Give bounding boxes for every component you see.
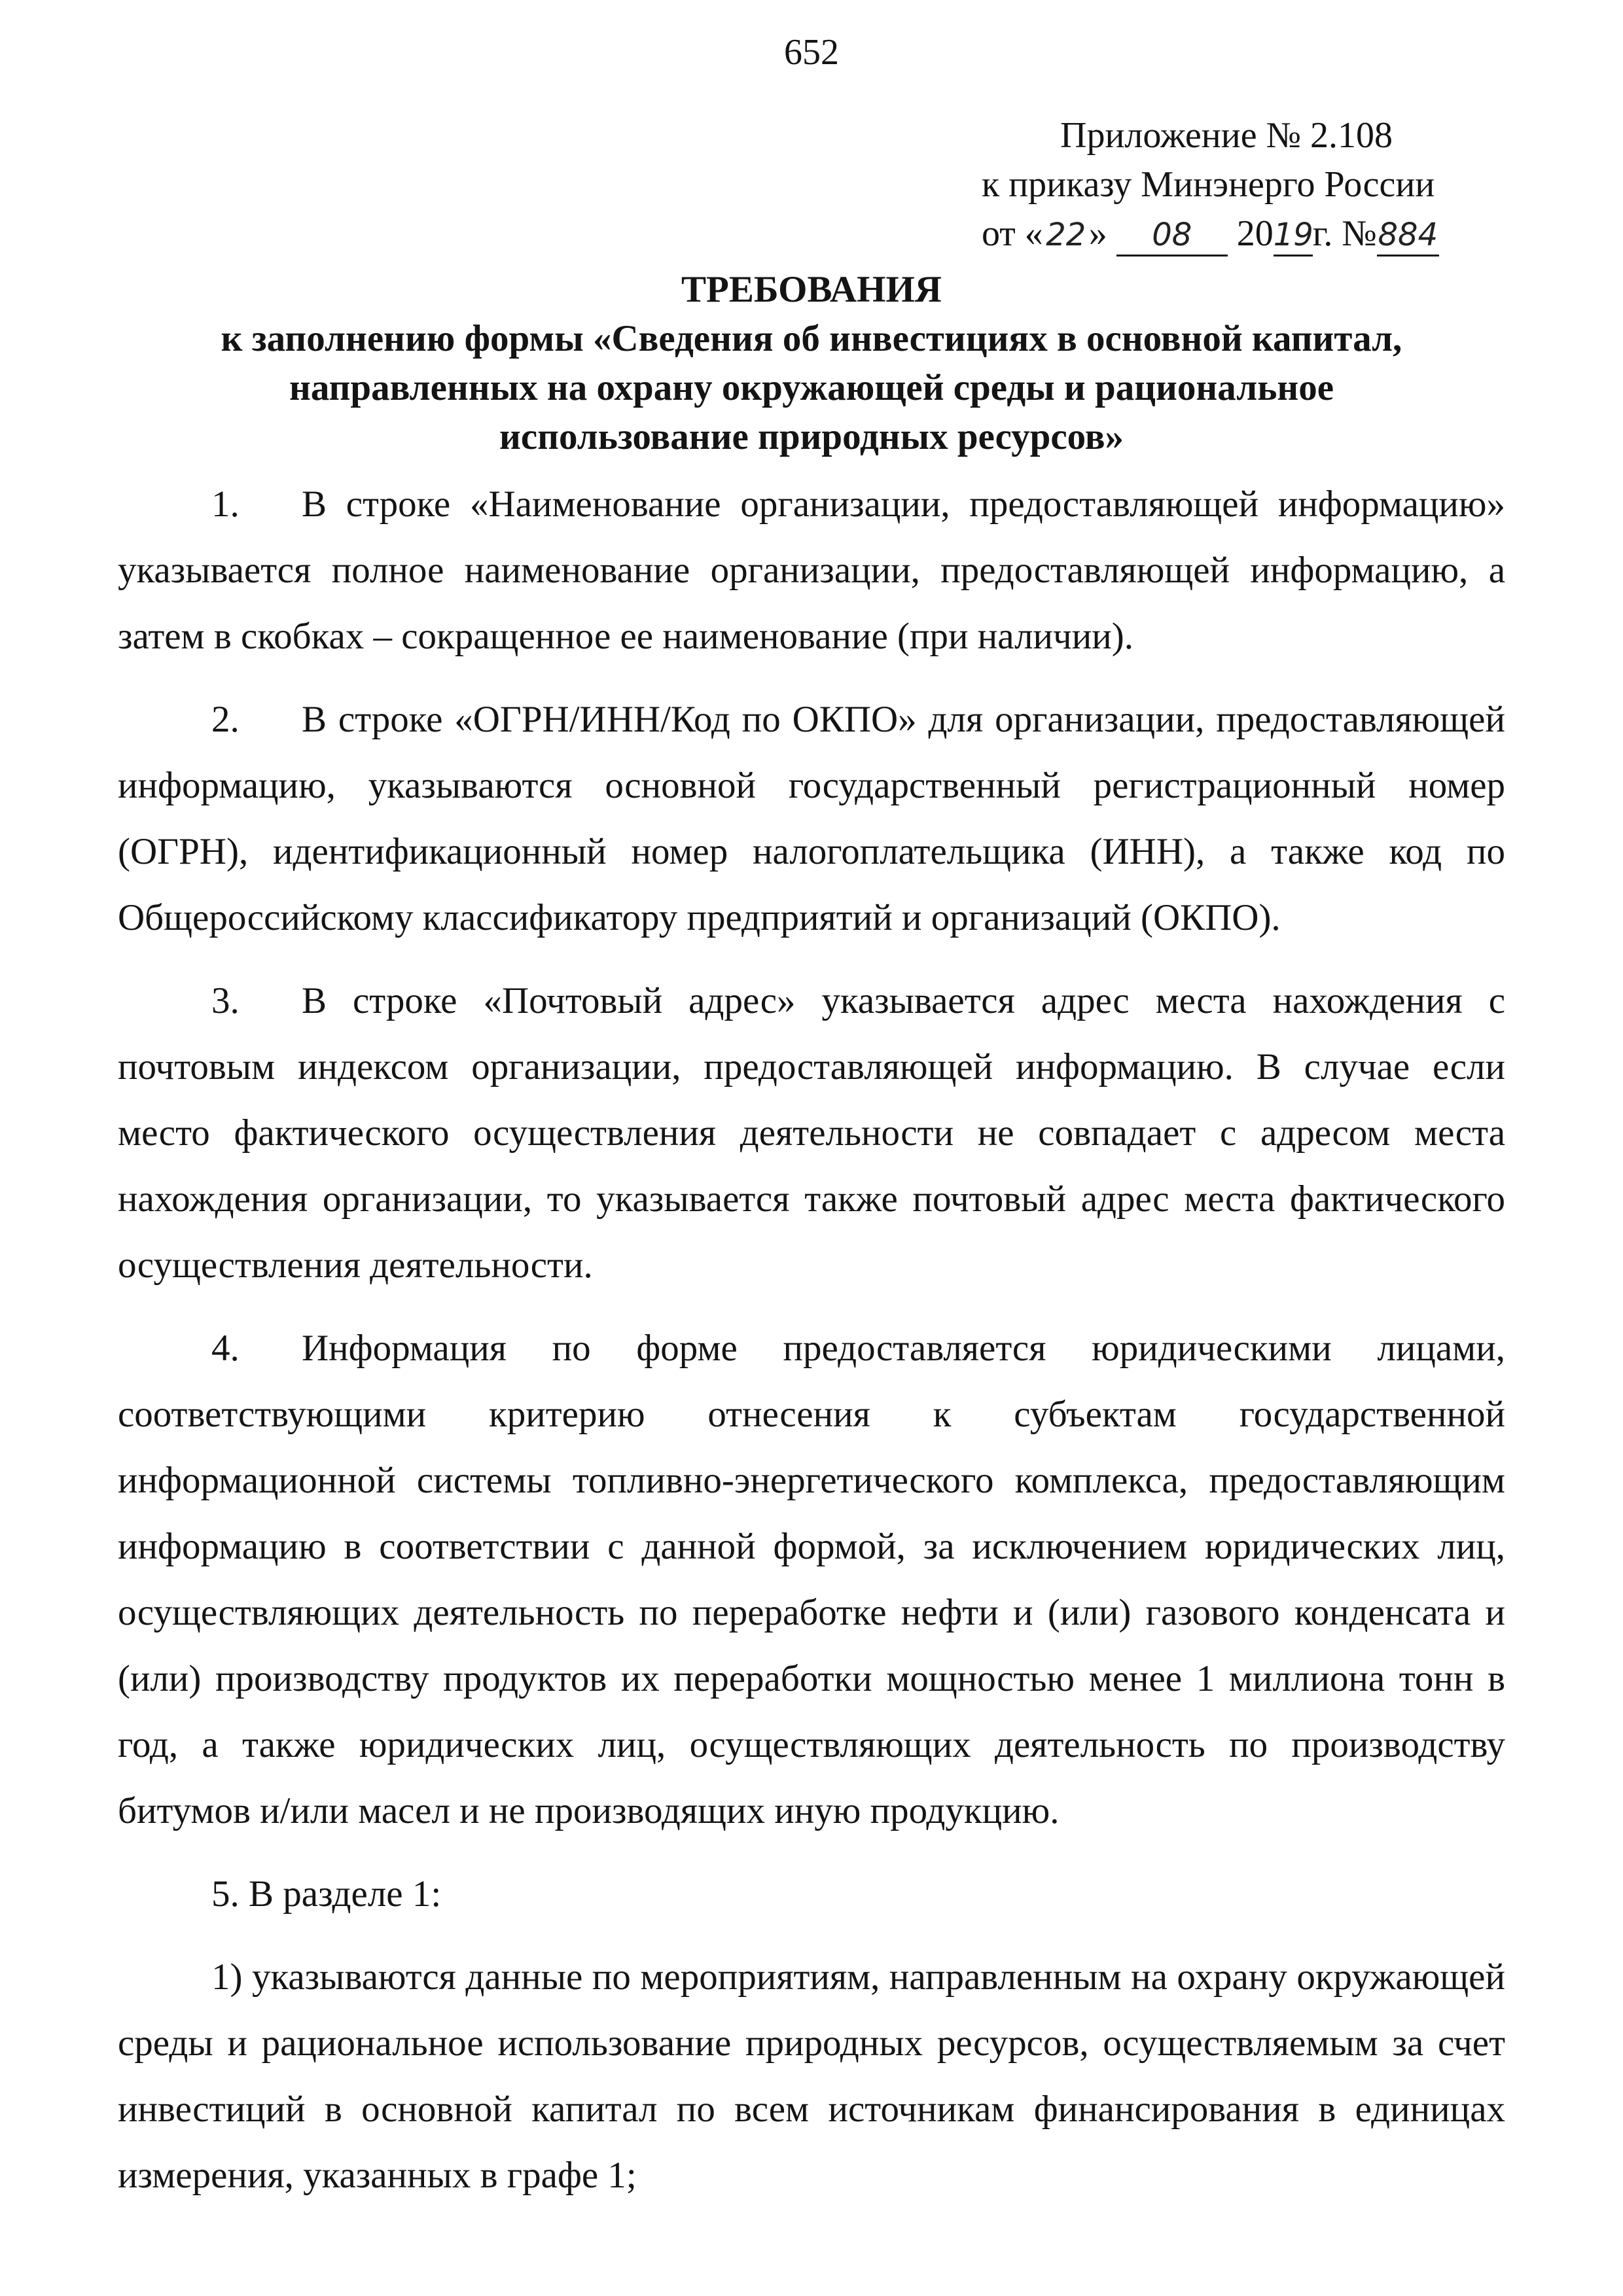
paragraph-number: 2. [211,699,240,740]
heading-line-1: к заполнению формы «Сведения об инвестициях в основной капитал, [221,318,1402,359]
section-5-item-1: 1) указываются данные по мероприятиям, направленным на охрану окружающей среды и рациональное использование природных ресурсов, осуществляемым за счет инвестиций в основной капитал по всем источникам финансирования в единицах измерения, указанных в графе 1; [118,1956,1505,2196]
paragraph-number: 1. [211,484,240,525]
paragraph-text: Информация по форме предоставляется юридическими лицами, соответствующими критерию отнесения к субъектам государственной информационной системы топливно-энергетического комплекса, предоставляющим информацию в соответствии с данной формой, за исключением юридических лиц, осуществляющих деятельность по переработке нефти и (или) газового конденсата и (или) производству продуктов их переработки мощностью менее 1 миллиона тонн в год, а также юридических лиц, осуществляющих деятельность по производству битумов и/или масел и не производящих иную продукцию. [118,1328,1505,1831]
section-5-title: 5. В разделе 1: [211,1873,442,1915]
paragraph-2 [118,686,1505,951]
paragraph-text: В строке «Наименование организации, предоставляющей информацию» указывается полное наименование организации, предоставляющей информацию, а затем в скобках – сокращенное ее наименование (при наличии). [118,484,1505,657]
heading-line-3: использование природных ресурсов» [499,416,1124,457]
paragraph-4 [118,1315,1505,1844]
handwritten-number: 884 [1377,215,1439,256]
handwritten-year: 19 [1274,215,1313,256]
handwritten-month: 08 [1116,215,1228,256]
page-number: 652 [784,32,839,73]
appendix-order-ref: к приказу Минэнерго России [982,164,1435,205]
paragraph-number: 4. [211,1328,240,1369]
handwritten-day: 22 [1046,217,1086,253]
paragraph-text: В строке «ОГРН/ИНН/Код по ОКПО» для организации, предоставляющей информацию, указываются основной государственный регистрационный номер (ОГРН), идентификационный номер налогоплательщика (ИНН), а также код по Общероссийскому классификатору предприятий и организаций (ОКПО). [118,699,1505,938]
appendix-date-line [982,209,1505,258]
paragraph-text: В строке «Почтовый адрес» указывается адрес места нахождения с почтовым индексом организации, предоставляющей информацию. В случае если место фактического осуществления деятельности не совпадает с адресом места нахождения организации, то указывается также почтовый адрес места фактического осуществления деятельности. [118,980,1505,1286]
appendix-title: Приложение № 2.108 [1060,115,1393,156]
heading-line-2: направленных на охрану окружающей среды и рациональное [289,367,1334,408]
year-prefix: 20 [1236,213,1274,254]
paragraph-number: 3. [211,980,240,1021]
number-prefix: г. № [1312,213,1377,254]
date-prefix: от « [982,213,1043,254]
date-mid: » [1088,213,1107,254]
document-body [118,471,1505,2225]
document-heading [118,265,1505,461]
paragraph-3 [118,968,1505,1298]
appendix-block [982,111,1505,258]
paragraph-1 [118,471,1505,669]
heading-title: ТРЕБОВАНИЯ [681,269,942,310]
